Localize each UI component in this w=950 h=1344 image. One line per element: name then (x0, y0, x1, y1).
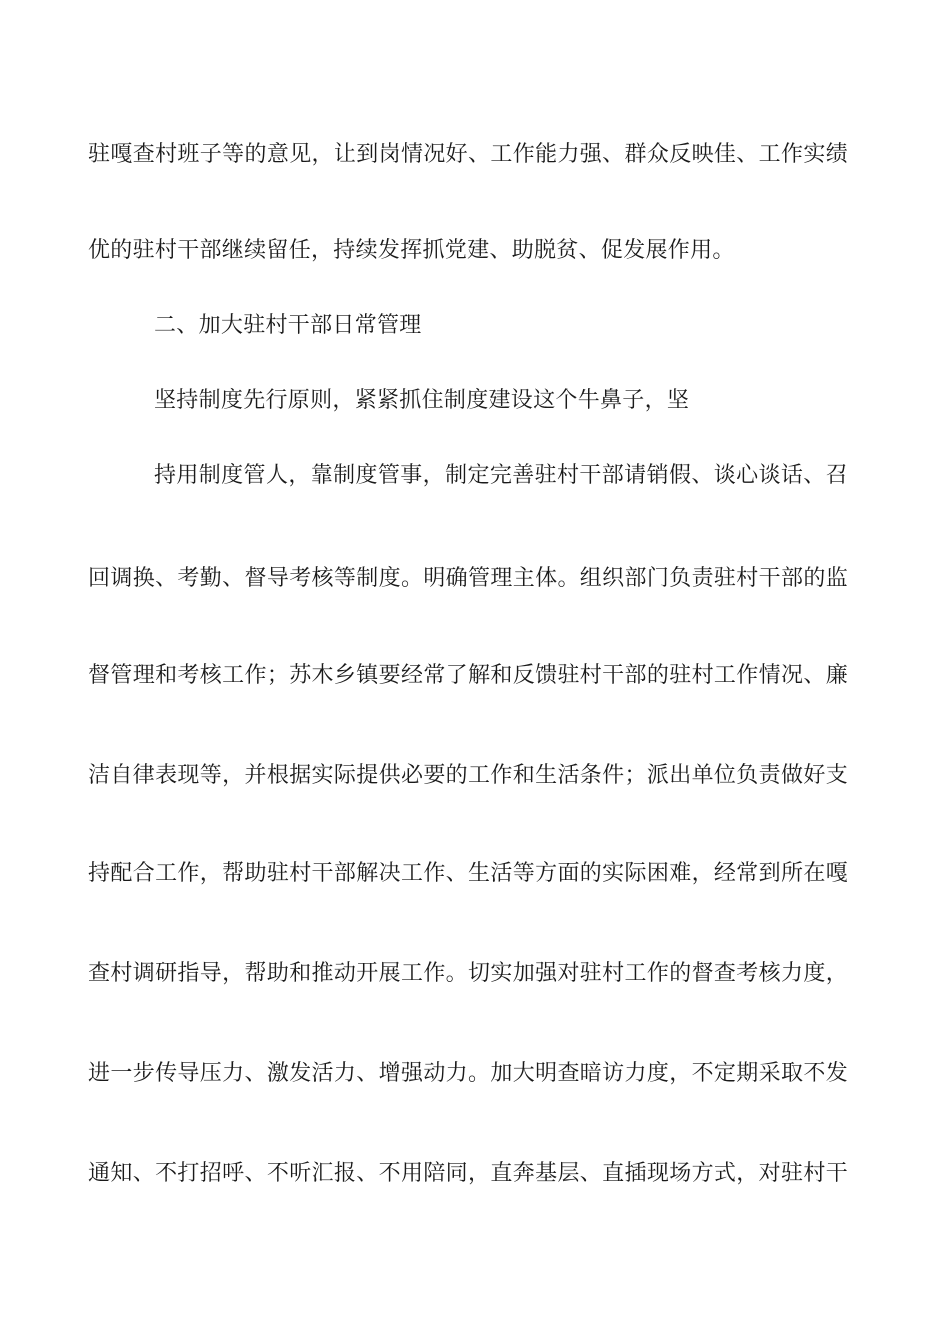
body-text-line: 通知、不打招呼、不听汇报、不用陪同，直奔基层、直插现场方式，对驻村干 (88, 1161, 848, 1186)
section-heading: 二、加大驻村干部日常管理 (154, 313, 422, 338)
body-text-line: 回调换、考勤、督导考核等制度。明确管理主体。组织部门负责驻村干部的监 (88, 566, 848, 591)
body-text-line: 持用制度管人，靠制度管事，制定完善驻村干部请销假、谈心谈话、召 (154, 463, 848, 488)
body-text-line: 优的驻村干部继续留任，持续发挥抓党建、助脱贫、促发展作用。 (88, 238, 735, 263)
body-text-line: 进一步传导压力、激发活力、增强动力。加大明查暗访力度，不定期采取不发 (88, 1061, 848, 1086)
body-text-line: 洁自律表现等，并根据实际提供必要的工作和生活条件；派出单位负责做好支 (88, 763, 848, 788)
body-text-line: 坚持制度先行原则，紧紧抓住制度建设这个牛鼻子，坚 (154, 388, 690, 413)
body-text-line: 驻嘎查村班子等的意见，让到岗情况好、工作能力强、群众反映佳、工作实绩 (88, 142, 848, 167)
body-text-line: 督管理和考核工作；苏木乡镇要经常了解和反馈驻村干部的驻村工作情况、廉 (88, 663, 848, 688)
body-text-line: 持配合工作，帮助驻村干部解决工作、生活等方面的实际困难，经常到所在嘎 (88, 861, 848, 886)
body-text-line: 查村调研指导，帮助和推动开展工作。切实加强对驻村工作的督查考核力度， (88, 961, 848, 986)
